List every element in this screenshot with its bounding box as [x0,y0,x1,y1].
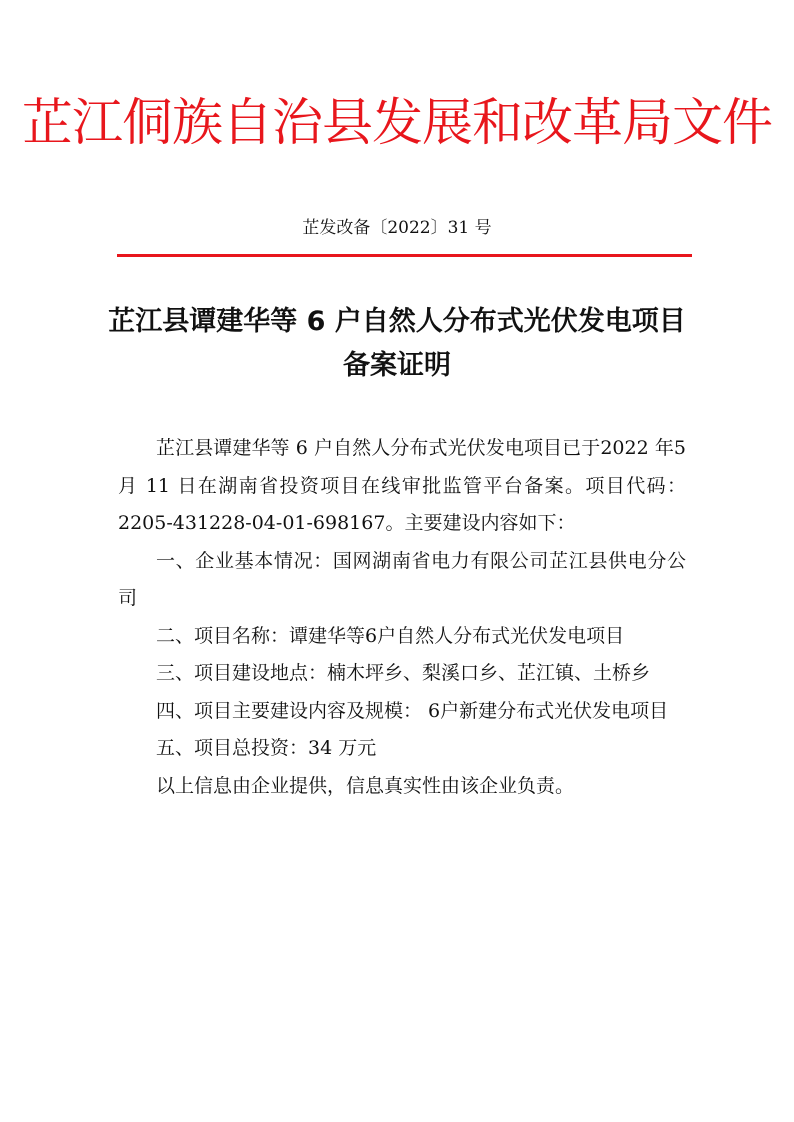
document-body [118,430,686,805]
document-title [108,300,686,388]
body-paragraph-project-name: 二、项目名称：谭建华等6户自然人分布式光伏发电项目 [156,624,625,647]
body-paragraph-location: 三、项目建设地点：楠木坪乡、梨溪口乡、芷江镇、土桥乡 [156,662,651,684]
body-paragraph-investment: 五、项目总投资：34 万元 [156,737,377,759]
document-title-line-1: 芷江县谭建华等 6 户自然人分布式光伏发电项目 [108,306,686,337]
body-paragraph-scope: 四、项目主要建设内容及规模： 6户新建分布式光伏发电项目 [156,699,669,722]
document-title-line-2: 备案证明 [343,350,451,381]
document-number: 芷发改备〔2022〕31 号 [302,218,492,238]
body-paragraph-enterprise: 一、企业基本情况：国网湖南省电力有限公司芷江县供电分公司 [118,549,686,609]
body-paragraph-intro: 芷江县谭建华等 6 户自然人分布式光伏发电项目已于2022 年5 月 11 日在湖南省投资项目在线审批监管平台备案。项目代码：2205-431228-04-01-698167。主要建设内容如下： [118,437,686,534]
issuing-authority-header: 芷江侗族自治县发展和改革局文件 [21,94,772,153]
body-paragraph-disclaimer: 以上信息由企业提供，信息真实性由该企业负责。 [156,774,575,797]
red-divider-line [117,254,692,257]
